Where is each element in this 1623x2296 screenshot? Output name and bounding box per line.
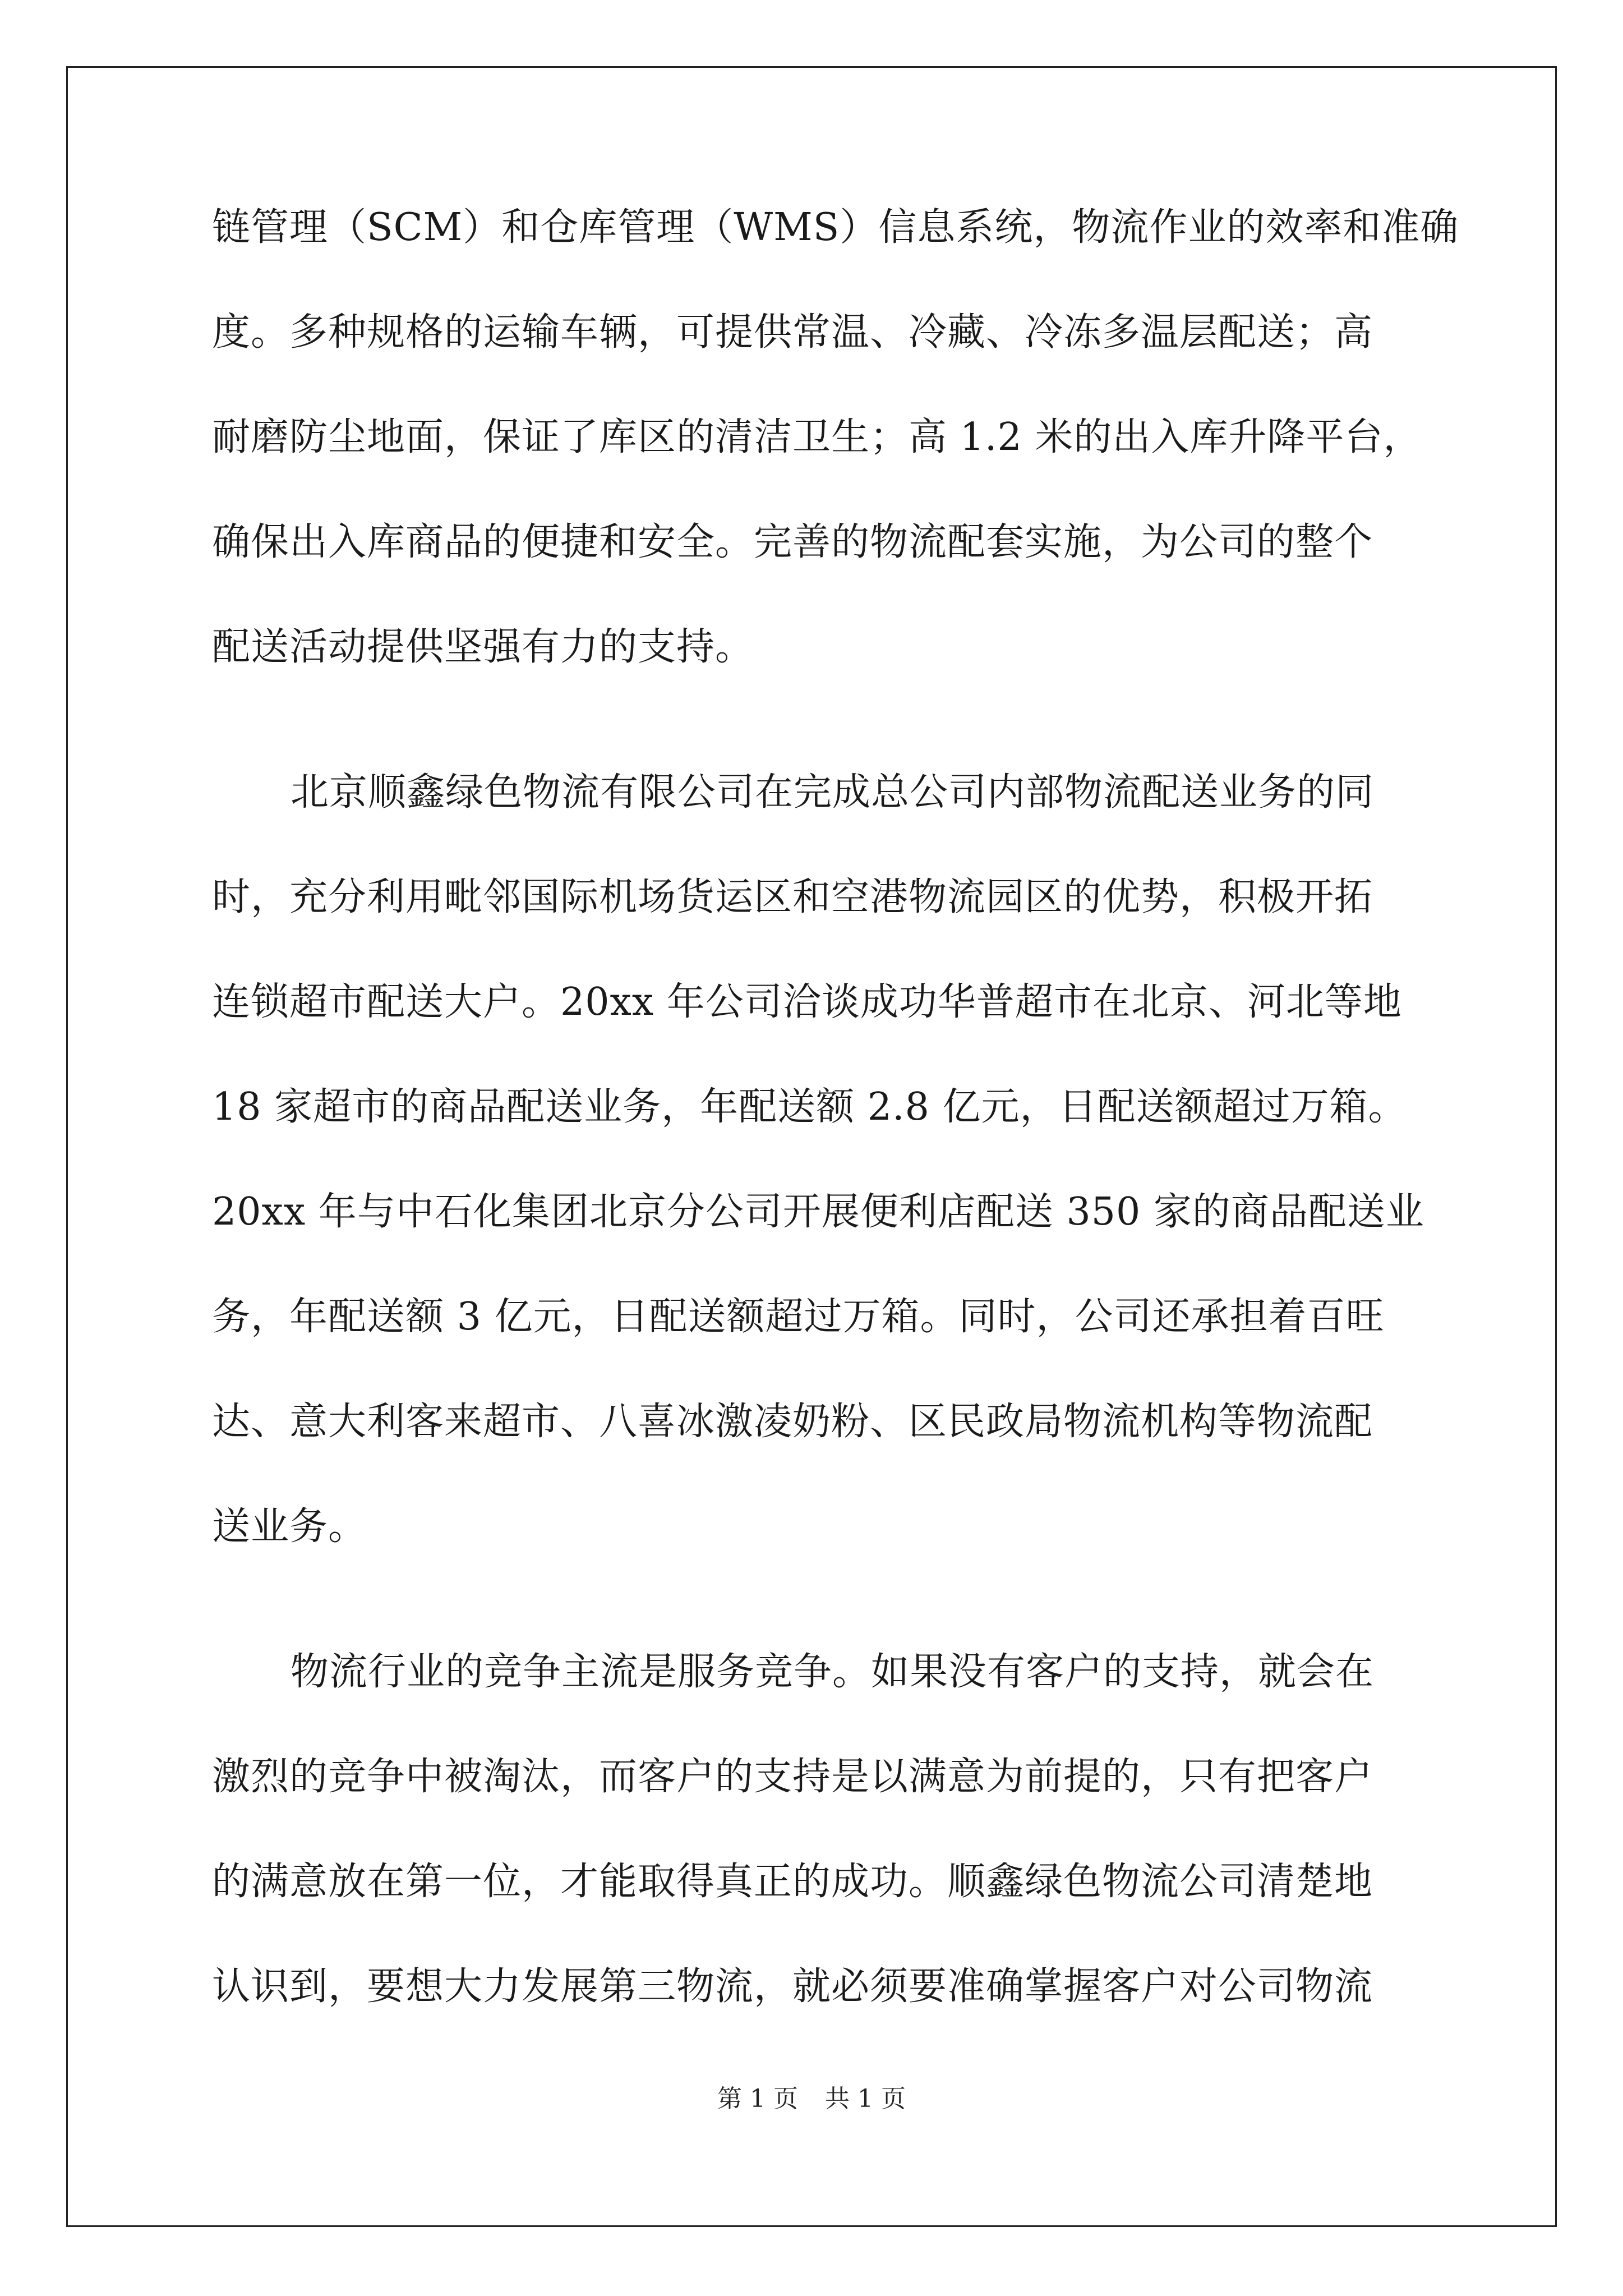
paragraph-2-line-5: 20xx 年与中石化集团北京分公司开展便利店配送 350 家的商品配送业	[212, 1190, 1424, 1234]
paragraph-3-line-4: 认识到，要想大力发展第三物流，就必须要准确掌握客户对公司物流	[212, 1964, 1373, 2009]
paragraph-2-line-3: 连锁超市配送大户。20xx 年公司洽谈成功华普超市在北京、河北等地	[212, 980, 1402, 1024]
paragraph-2-line-2: 时，充分利用毗邻国际机场货运区和空港物流园区的优势，积极开拓	[212, 875, 1373, 919]
paragraph-2-line-4: 18 家超市的商品配送业务，年配送额 2.8 亿元，日配送额超过万箱。	[212, 1085, 1407, 1129]
paragraph-1-line-5: 配送活动提供坚强有力的支持。	[212, 625, 754, 669]
paragraph-1-line-3: 耐磨防尘地面，保证了库区的清洁卫生；高 1.2 米的出入库升降平台，	[212, 415, 1422, 459]
paragraph-2-line-8: 送业务。	[212, 1504, 367, 1549]
paragraph-2-line-7: 达、意大利客来超市、八喜冰激凌奶粉、区民政局物流机构等物流配	[212, 1400, 1373, 1444]
paragraph-2-line-1: 北京顺鑫绿色物流有限公司在完成总公司内部物流配送业务的同	[291, 770, 1375, 815]
paragraph-1-line-4: 确保出入库商品的便捷和安全。完善的物流配套实施，为公司的整个	[212, 520, 1373, 564]
paragraph-2-line-6: 务，年配送额 3 亿元，日配送额超过万箱。同时，公司还承担着百旺	[212, 1295, 1385, 1339]
paragraph-3-line-2: 激烈的竞争中被淘汰，而客户的支持是以满意为前提的，只有把客户	[212, 1755, 1373, 1799]
paragraph-3-line-3: 的满意放在第一位，才能取得真正的成功。顺鑫绿色物流公司清楚地	[212, 1860, 1373, 1904]
paragraph-1-line-1: 链管理（SCM）和仓库管理（WMS）信息系统，物流作业的效率和准确	[212, 205, 1459, 250]
page-total: 共 1 页	[825, 2085, 906, 2113]
page-number: 第 1 页	[717, 2085, 798, 2113]
page-footer	[0, 2078, 1623, 2114]
document-body	[212, 175, 1459, 2039]
paragraph-1-line-2: 度。多种规格的运输车辆，可提供常温、冷藏、冷冻多温层配送；高	[212, 310, 1373, 355]
paragraph-3-line-1: 物流行业的竞争主流是服务竞争。如果没有客户的支持，就会在	[291, 1650, 1375, 1694]
